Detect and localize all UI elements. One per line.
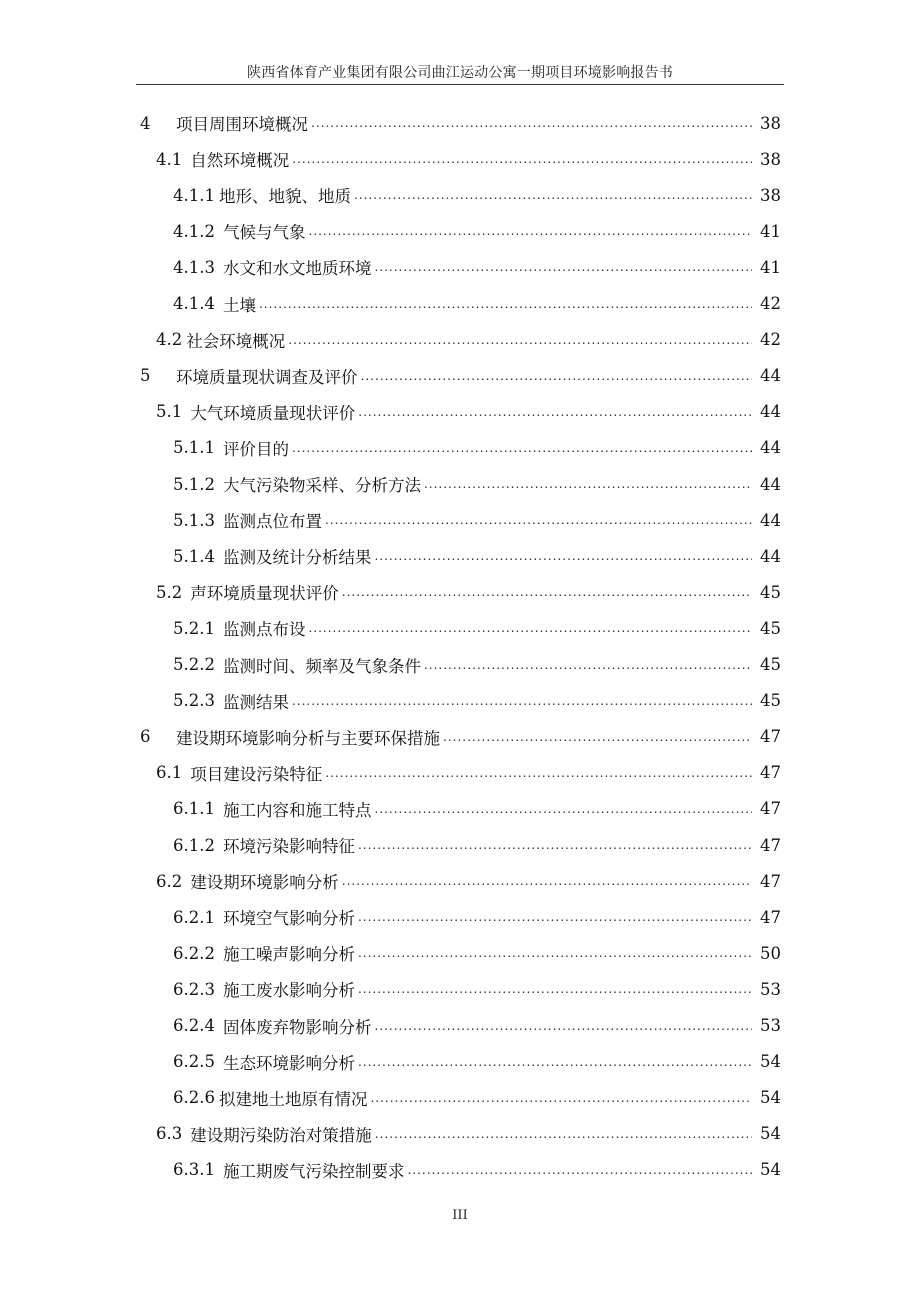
- toc-entry-page: 44: [760, 474, 781, 494]
- toc-entry-page: 41: [760, 257, 781, 277]
- toc-entry-title: 环境空气影响分析: [222, 909, 355, 929]
- toc-leader-dots: [311, 113, 752, 133]
- toc-leader-dots: [292, 691, 752, 711]
- toc-entry-title: 自然环境概况: [190, 151, 290, 171]
- toc-entry-page: 54: [760, 1088, 781, 1108]
- toc-entry-title: 环境质量现状调查及评价: [176, 367, 358, 387]
- toc-entry[interactable]: [0, 1044, 920, 1080]
- toc-entry-page: 44: [760, 438, 781, 458]
- toc-entry-title: 监测点布设: [222, 620, 306, 640]
- toc-entry-page: 42: [760, 294, 781, 313]
- toc-entry-page: 54: [760, 1124, 781, 1144]
- toc-entry-title: 气候与气象: [222, 223, 306, 243]
- toc-entry[interactable]: [0, 647, 920, 683]
- toc-entry-number: 6.3.1: [173, 1160, 215, 1180]
- toc-entry-page: 47: [760, 907, 781, 927]
- toc-leader-dots: [354, 185, 752, 205]
- toc-entry-page: 50: [760, 943, 781, 963]
- toc-entry-number: 6.2.1: [173, 907, 215, 927]
- toc-entry-number: 4.2: [156, 330, 183, 350]
- toc-entry-page: 47: [760, 727, 781, 747]
- toc-entry-page: 54: [760, 1052, 781, 1072]
- toc-entry-title: 建设期环境影响分析: [190, 873, 339, 893]
- toc-entry-title: 施工内容和施工特点: [222, 800, 372, 820]
- toc-entry-title: 地形、地貌、地质: [218, 187, 351, 207]
- toc-entry-title: 施工噪声影响分析: [222, 945, 355, 965]
- toc-leader-dots: [325, 763, 752, 783]
- toc-leader-dots: [292, 149, 752, 169]
- toc-entry-number: 6.1.2: [173, 835, 215, 855]
- toc-leader-dots: [374, 546, 752, 566]
- toc-entry[interactable]: [0, 719, 920, 755]
- toc-entry-number: 6.2.2: [173, 943, 215, 963]
- toc-leader-dots: [292, 438, 752, 458]
- toc-entry-title: 项目建设污染特征: [190, 764, 323, 784]
- toc-leader-dots: [424, 474, 752, 494]
- toc-entry-number: 5.1.3: [173, 510, 215, 530]
- toc-entry-number: 5.2.3: [173, 691, 215, 711]
- header-divider: [136, 84, 784, 85]
- toc-leader-dots: [443, 727, 752, 747]
- toc-leader-dots: [358, 907, 752, 927]
- document-header-title: 陕西省体育产业集团有限公司曲江运动公寓一期项目环境影响报告书: [247, 65, 673, 81]
- toc-entry-number: 6.1.1: [173, 799, 215, 819]
- toc-entry-page: 45: [760, 655, 781, 674]
- toc-entry[interactable]: [0, 394, 920, 430]
- toc-entry-title: 施工废水影响分析: [222, 981, 355, 1001]
- toc-entry[interactable]: [0, 177, 920, 213]
- toc-entry[interactable]: [0, 502, 920, 538]
- toc-leader-dots: [358, 402, 752, 422]
- toc-entry-number: 6.2.5: [173, 1052, 215, 1072]
- toc-entry-title: 监测时间、频率及气象条件: [222, 656, 421, 676]
- toc-leader-dots: [358, 835, 752, 855]
- toc-leader-dots: [308, 618, 752, 638]
- toc-entry-number: 6.2: [156, 871, 183, 891]
- toc-leader-dots: [342, 871, 752, 891]
- toc-entry-page: 45: [760, 582, 781, 602]
- toc-entry[interactable]: [0, 791, 920, 827]
- toc-entry-number: 4.1.3: [173, 257, 215, 277]
- toc-entry-title: 社会环境概况: [186, 331, 286, 351]
- toc-entry-title: 生态环境影响分析: [222, 1053, 355, 1073]
- toc-entry[interactable]: [0, 538, 920, 574]
- toc-entry-page: 42: [760, 330, 781, 350]
- toc-leader-dots: [407, 1160, 752, 1180]
- toc-entry-title: 环境污染影响特征: [222, 837, 355, 856]
- toc-entry[interactable]: [0, 610, 920, 646]
- toc-leader-dots: [342, 582, 752, 602]
- toc-leader-dots: [374, 1016, 752, 1036]
- toc-entry[interactable]: [0, 1008, 920, 1044]
- toc-entry-number: 6.3: [156, 1124, 183, 1144]
- toc-entry-page: 47: [760, 763, 781, 783]
- toc-entry-page: 44: [760, 366, 781, 386]
- toc-entry-title: 评价目的: [222, 439, 289, 459]
- toc-entry[interactable]: [0, 358, 920, 394]
- toc-entry[interactable]: [0, 213, 920, 249]
- toc-entry[interactable]: [0, 935, 920, 971]
- toc-entry[interactable]: [0, 141, 920, 177]
- toc-entry-number: 5: [140, 366, 151, 386]
- toc-leader-dots: [358, 979, 752, 999]
- toc-entry-number: 5.1.4: [173, 546, 215, 566]
- toc-entry-title: 监测结果: [222, 692, 289, 712]
- toc-entry-number: 5.1.1: [173, 438, 215, 458]
- toc-entry[interactable]: [0, 683, 920, 719]
- toc-entry[interactable]: [0, 971, 920, 1007]
- toc-entry-title: 水文和水文地质环境: [222, 259, 372, 279]
- toc-entry-page: 45: [760, 691, 781, 711]
- toc-entry-number: 6.2.4: [173, 1016, 215, 1035]
- toc-entry-number: 6.2.6: [173, 1088, 215, 1108]
- toc-entry[interactable]: [0, 899, 920, 935]
- toc-entry-page: 53: [760, 979, 781, 999]
- toc-entry-title: 土壤: [222, 295, 256, 315]
- toc-entry-number: 5.1.2: [173, 474, 215, 494]
- toc-leader-dots: [325, 510, 752, 530]
- toc-entry[interactable]: [0, 755, 920, 791]
- toc-entry[interactable]: [0, 286, 920, 322]
- toc-leader-dots: [374, 257, 752, 277]
- toc-entry-page: 44: [760, 546, 781, 566]
- toc-entry-number: 4.1.2: [173, 221, 215, 241]
- toc-leader-dots: [370, 1088, 752, 1108]
- toc-leader-dots: [358, 1052, 752, 1072]
- toc-entry-page: 47: [760, 799, 781, 819]
- toc-entry-number: 4.1.1: [173, 185, 215, 205]
- toc-leader-dots: [288, 330, 752, 350]
- toc-entry-number: 6.2.3: [173, 979, 215, 999]
- toc-entry[interactable]: [0, 322, 920, 358]
- toc-entry[interactable]: [0, 1152, 920, 1188]
- toc-entry[interactable]: [0, 466, 920, 502]
- toc-entry-page: 53: [760, 1016, 781, 1035]
- toc-entry[interactable]: [0, 1116, 920, 1152]
- toc-entry-title: 施工期废气污染控制要求: [222, 1161, 405, 1181]
- toc-entry-title: 监测点位布置: [222, 512, 322, 532]
- toc-entry-number: 6: [140, 727, 151, 747]
- toc-entry[interactable]: [0, 430, 920, 466]
- toc-entry-number: 4.1.4: [173, 294, 215, 313]
- toc-entry-number: 4.1: [156, 149, 183, 169]
- toc-entry-number: 5.2: [156, 582, 183, 602]
- toc-entry-number: 4: [140, 113, 151, 133]
- toc-entry-page: 38: [760, 185, 781, 205]
- toc-leader-dots: [259, 294, 752, 314]
- toc-entry-page: 44: [760, 510, 781, 530]
- toc-entry-number: 5.1: [156, 402, 183, 422]
- toc-entry-number: 5.2.1: [173, 618, 215, 638]
- toc-entry-title: 监测及统计分析结果: [222, 548, 372, 568]
- toc-entry-page: 41: [760, 221, 781, 241]
- toc-entry-title: 固体废弃物影响分析: [222, 1017, 372, 1037]
- toc-entry[interactable]: [0, 863, 920, 899]
- toc-entry-title: 大气环境质量现状评价: [190, 403, 356, 423]
- toc-entry[interactable]: [0, 574, 920, 610]
- toc-entry-title: 建设期环境影响分析与主要环保措施: [176, 728, 440, 748]
- toc-entry-number: 5.2.2: [173, 655, 215, 674]
- toc-leader-dots: [308, 221, 752, 241]
- toc-entry-page: 47: [760, 871, 781, 891]
- toc-entry-title: 建设期污染防治对策措施: [190, 1125, 372, 1145]
- toc-entry[interactable]: [0, 827, 920, 863]
- toc-leader-dots: [358, 943, 752, 963]
- toc-leader-dots: [374, 799, 752, 819]
- toc-entry-title: 声环境质量现状评价: [190, 584, 339, 604]
- toc-leader-dots: [424, 655, 752, 675]
- toc-entry-page: 45: [760, 618, 781, 638]
- toc-entry-page: 54: [760, 1160, 781, 1180]
- toc-entry[interactable]: [0, 105, 920, 141]
- page-number: III: [452, 1208, 468, 1223]
- toc-entry-page: 38: [760, 149, 781, 169]
- toc-entry-title: 大气污染物采样、分析方法: [222, 476, 421, 495]
- toc-entry-page: 47: [760, 835, 781, 855]
- toc-entry-page: 44: [760, 402, 781, 422]
- toc-leader-dots: [375, 1124, 752, 1144]
- toc-entry-title: 拟建地土地原有情况: [218, 1089, 368, 1109]
- toc-entry[interactable]: [0, 249, 920, 285]
- toc-entry[interactable]: [0, 1080, 920, 1116]
- toc-leader-dots: [361, 366, 753, 386]
- toc-entry-page: 38: [760, 113, 781, 133]
- toc-entry-number: 6.1: [156, 763, 183, 783]
- toc-entry-title: 项目周围环境概况: [176, 115, 308, 134]
